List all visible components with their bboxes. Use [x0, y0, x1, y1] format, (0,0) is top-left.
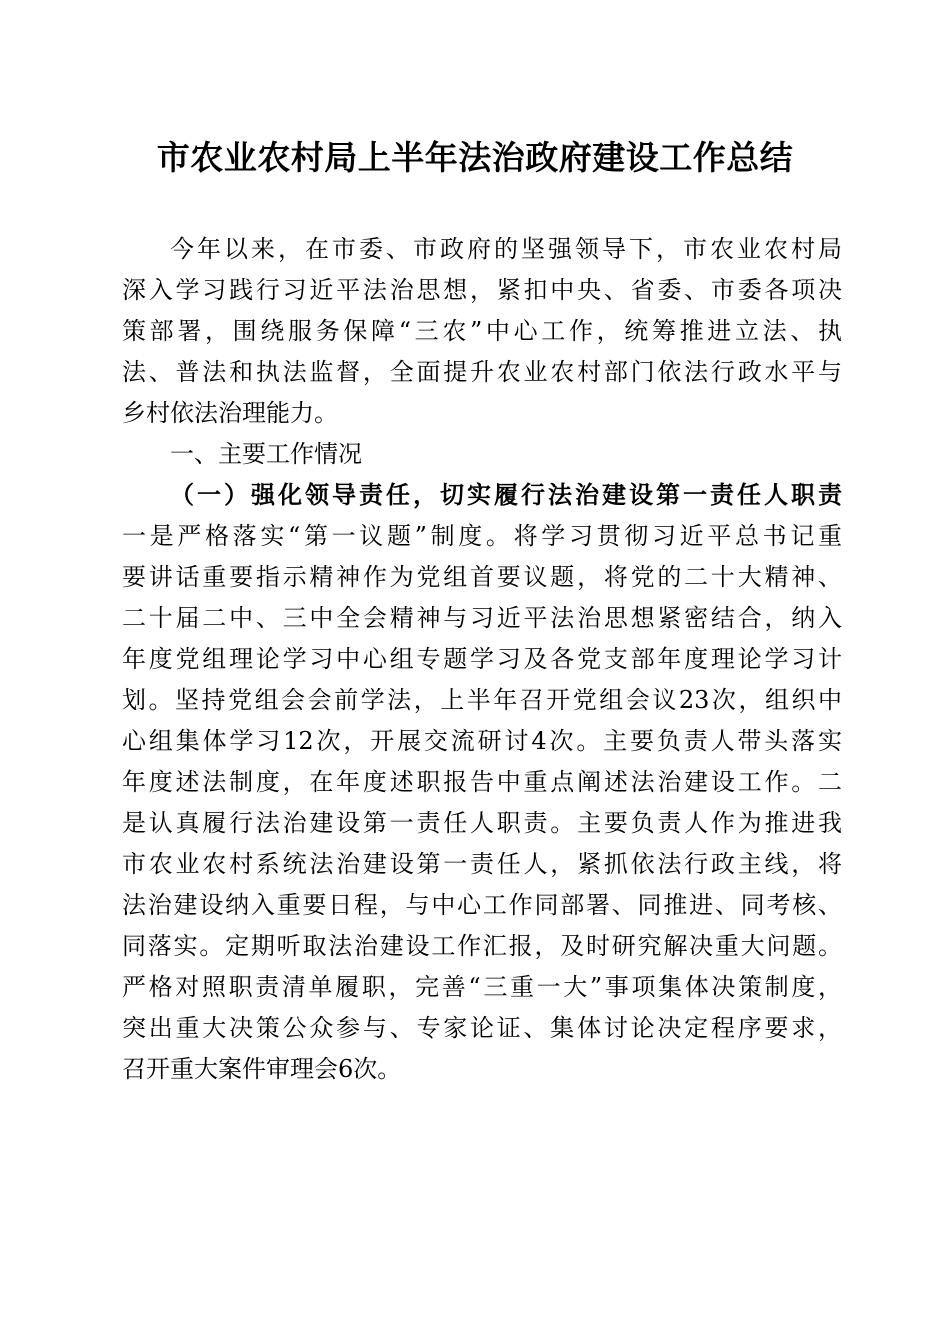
paragraph-line: 心组集体学习12次，开展交流研讨4次。主要负责人带头落实 [122, 727, 842, 755]
paragraph-line: 突出重大决策公众参与、专家论证、集体讨论决定程序要求， [122, 1014, 842, 1042]
paragraph-line: 策部署，围绕服务保障“三农”中心工作，统筹推进立法、执 [122, 317, 842, 345]
paragraph-line: 深入学习践行习近平法治思想，紧扣中央、省委、市委各项决 [122, 276, 842, 304]
paragraph-line: 是认真履行法治建设第一责任人职责。主要负责人作为推进我 [122, 809, 842, 837]
paragraph-line: 年度述法制度，在年度述职报告中重点阐述法治建设工作。二 [122, 768, 842, 796]
subsection-heading: （一）强化领导责任，切实履行法治建设第一责任人职责 [170, 480, 842, 509]
paragraph-line: 要讲话重要指示精神作为党组首要议题，将党的二十大精神、 [122, 563, 842, 591]
section-heading: 一、主要工作情况 [170, 440, 362, 468]
paragraph-line: 划。坚持党组会会前学法，上半年召开党组会议23次，组织中 [122, 686, 842, 714]
paragraph-line: 严格对照职责清单履职，完善“三重一大”事项集体决策制度， [122, 973, 842, 1001]
paragraph-line: 一是严格落实“第一议题”制度。将学习贯彻习近平总书记重 [122, 522, 842, 550]
paragraph-line: 二十届二中、三中全会精神与习近平法治思想紧密结合，纳入 [122, 604, 842, 632]
paragraph-line: 市农业农村系统法治建设第一责任人，紧抓依法行政主线，将 [122, 850, 842, 878]
paragraph-line: 召开重大案件审理会6次。 [122, 1055, 402, 1083]
paragraph-line: 今年以来，在市委、市政府的坚强领导下，市农业农村局 [170, 235, 842, 263]
paragraph-line: 乡村依法治理能力。 [122, 399, 338, 427]
document-title: 市农业农村局上半年法治政府建设工作总结 [156, 138, 794, 177]
paragraph-line: 法、普法和执法监督，全面提升农业农村部门依法行政水平与 [122, 358, 842, 386]
paragraph-line: 法治建设纳入重要日程，与中心工作同部署、同推进、同考核、 [122, 891, 842, 919]
paragraph-line: 年度党组理论学习中心组专题学习及各党支部年度理论学习计 [122, 645, 842, 673]
paragraph-line: 同落实。定期听取法治建设工作汇报，及时研究解决重大问题。 [122, 932, 842, 960]
